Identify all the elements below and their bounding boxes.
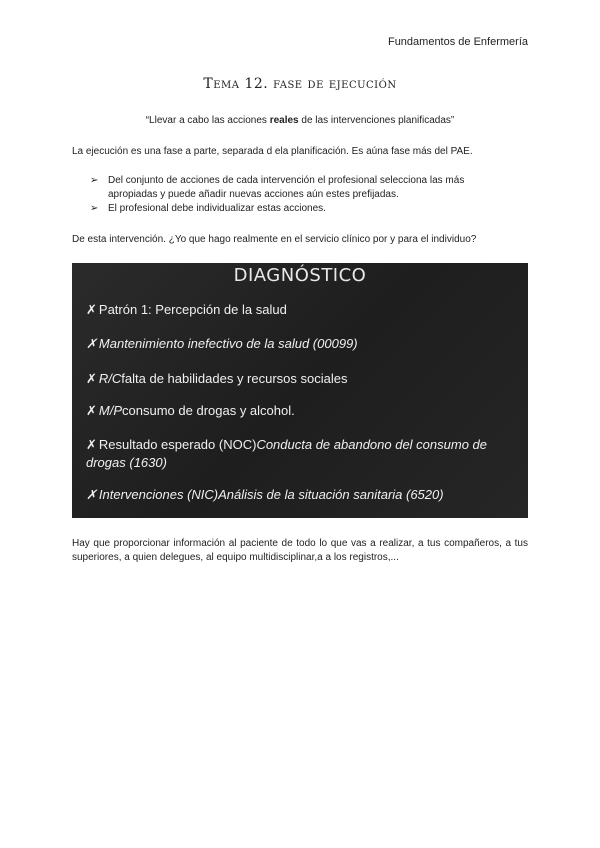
slide-line-manifested <box>86 402 516 420</box>
slide-line-diagnosis <box>86 335 516 353</box>
slide-line-label: Intervenciones (NIC) <box>98 487 219 502</box>
cross-mark-icon: ✗ <box>86 371 97 386</box>
cross-mark-icon: ✗ <box>86 487 97 502</box>
slide-line-nic <box>86 486 516 504</box>
slide-line-text: Conducta de abandono del consumo de drogas (1630) <box>86 437 488 470</box>
slide-line-text: consumo de drogas y alcohol. <box>122 403 295 418</box>
slide-line-text: Análisis de la situación sanitaria (6520) <box>218 487 444 502</box>
slide-line-text: falta de habilidades y recursos sociales <box>121 371 348 386</box>
quote-open: “Llevar a cabo las acciones <box>145 115 270 126</box>
intro-paragraph: La ejecución es una fase a parte, separada d ela planificación. Es aúna fase más del PAE. <box>72 146 473 157</box>
slide-line-noc <box>86 436 516 472</box>
slide-line-text: Patrón 1: Percepción de la salud <box>98 302 287 317</box>
list-item <box>90 202 490 216</box>
cross-mark-icon: ✗ <box>86 336 97 351</box>
list-item <box>90 174 490 202</box>
course-header: Fundamentos de Enfermería <box>387 36 528 48</box>
bullet-list <box>90 174 490 216</box>
slide-line-related <box>86 370 516 388</box>
question-paragraph: De esta intervención. ¿Yo que hago realmente en el servicio clínico por y para el individuo? <box>72 234 477 245</box>
quote <box>0 115 600 126</box>
slide-line-pattern <box>86 301 516 319</box>
arrow-bullet-icon: ➢ <box>90 203 99 214</box>
page-title: Tema 12. fase de ejecución <box>203 76 397 92</box>
closing-paragraph: Hay que proporcionar información al paciente de todo lo que vas a realizar, a tus compañeros, a tus superiores, a quien delegues, al equipo multidisciplinar,a a los registros,... <box>72 538 528 563</box>
bullet-text: Del conjunto de acciones de cada intervención el profesional selecciona las más apropiadas y puede añadir nuevas acciones aún estes prefijadas. <box>108 175 465 200</box>
slide-line-text: Mantenimiento inefectivo de la salud (00099) <box>98 336 358 351</box>
arrow-bullet-icon: ➢ <box>90 175 99 186</box>
quote-close: de las intervenciones planificadas” <box>298 115 455 126</box>
slide-line-label: Resultado esperado (NOC) <box>98 437 257 452</box>
cross-mark-icon: ✗ <box>86 302 97 317</box>
quote-bold: reales <box>269 115 299 126</box>
cross-mark-icon: ✗ <box>86 403 97 418</box>
slide-line-label: R/C <box>98 371 122 386</box>
cross-mark-icon: ✗ <box>86 437 97 452</box>
slide-title: DIAGNÓSTICO <box>233 265 367 286</box>
diagnosis-slide-image <box>72 263 528 518</box>
bullet-text: El profesional debe individualizar estas acciones. <box>108 203 326 214</box>
slide-line-label: M/P <box>98 403 123 418</box>
